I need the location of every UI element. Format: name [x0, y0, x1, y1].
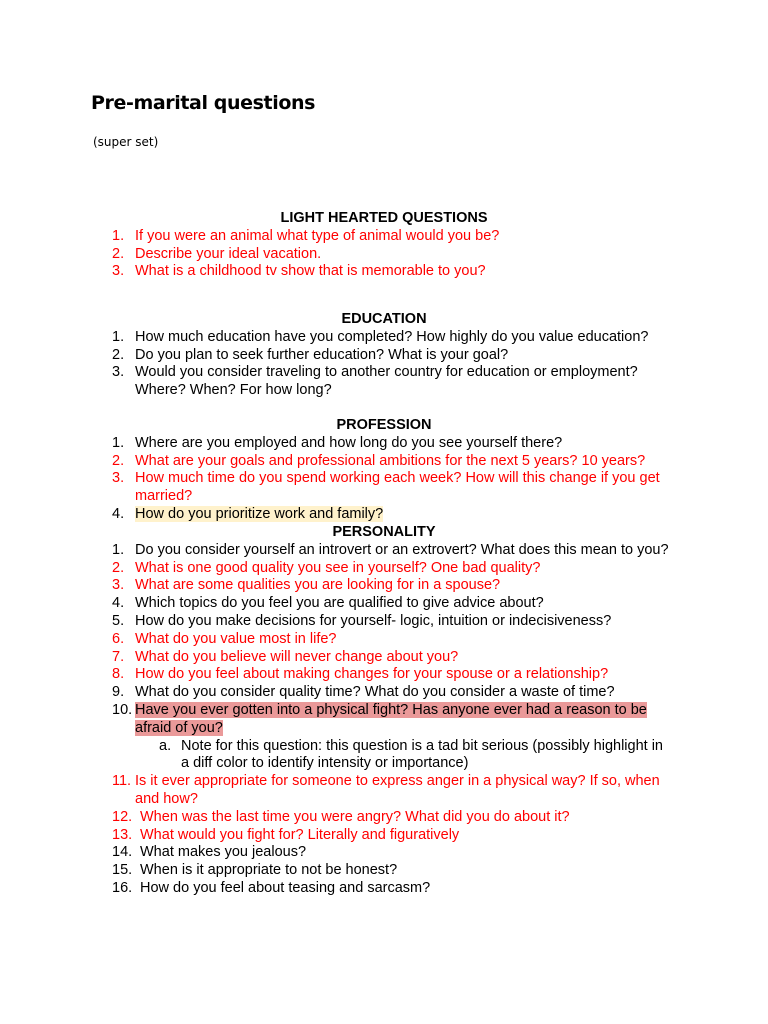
list-item: 3. What is a childhood tv show that is memorable to you? [112, 263, 486, 280]
sub-list-item: a. Note for this question: this question is a tad bit serious (possibly highlight in a diff color to identify intensity or importance) [159, 737, 663, 772]
list-item: 2. Do you plan to seek further education? What is your goal? [112, 346, 509, 363]
list-item: 14. What makes you jealous? [112, 844, 307, 861]
section-heading: EDUCATION [341, 311, 427, 327]
list-item: 1. Do you consider yourself an introvert or an extrovert? What does this mean to you? [112, 541, 669, 558]
list-item: 1. Where are you employed and how long do you see yourself there? [112, 434, 563, 451]
highlighted-text: How do you prioritize work and family? [135, 505, 384, 522]
list-item: 1. How much education have you completed? How highly do you value education? [112, 328, 649, 345]
list-item: 6. What do you value most in life? [112, 630, 337, 647]
list-item: 3. Would you consider traveling to another country for education or employment? Where? When? For how long? [112, 364, 638, 399]
highlighted-text: Have you ever gotten into a physical fight? Has anyone ever had a reason to be afraid of you? [135, 701, 647, 736]
page-title: Pre-marital questions [91, 92, 316, 114]
section-light-hearted [0, 210, 768, 281]
list-item: 5. How do you make decisions for yourself- logic, intuition or indecisiveness? [112, 612, 612, 629]
page-subtitle: (super set) [93, 135, 159, 149]
list-item: 10. Have you ever gotten into a physical fight? Has anyone ever had a reason to be afraid of you? [112, 701, 647, 736]
section-heading: PERSONALITY [332, 524, 436, 540]
list-item: 8. How do you feel about making changes for your spouse or a relationship? [112, 666, 609, 683]
list-item: 7. What do you believe will never change about you? [112, 648, 459, 665]
list-item: 1. If you were an animal what type of animal would you be? [112, 227, 500, 244]
section-heading: LIGHT HEARTED QUESTIONS [280, 210, 488, 226]
list-item: 3. What are some qualities you are looking for in a spouse? [112, 577, 501, 594]
list-item: 12. When was the last time you were angry? What did you do about it? [112, 808, 570, 825]
list-item: 2. What is one good quality you see in yourself? One bad quality? [112, 559, 541, 576]
section-heading: PROFESSION [336, 417, 432, 433]
section-personality [0, 524, 768, 898]
section-profession [0, 417, 768, 524]
list-item: 2. What are your goals and professional ambitions for the next 5 years? 10 years? [112, 452, 646, 469]
list-item: 11. Is it ever appropriate for someone to express anger in a physical way? If so, when and how? [112, 773, 660, 807]
list-item: 3. How much time do you spend working each week? How will this change if you get married? [112, 470, 660, 505]
list-item: 4. Which topics do you feel you are qualified to give advice about? [112, 595, 544, 612]
list-item: 9. What do you consider quality time? What do you consider a waste of time? [112, 684, 615, 701]
section-education [0, 311, 768, 400]
list-item: 13. What would you fight for? Literally and figuratively [112, 826, 460, 843]
list-item: 15. When is it appropriate to not be honest? [112, 862, 398, 879]
list-item: 4. How do you prioritize work and family? [112, 505, 384, 522]
list-item: 16. How do you feel about teasing and sarcasm? [112, 879, 431, 896]
list-item: 2. Describe your ideal vacation. [112, 245, 322, 262]
